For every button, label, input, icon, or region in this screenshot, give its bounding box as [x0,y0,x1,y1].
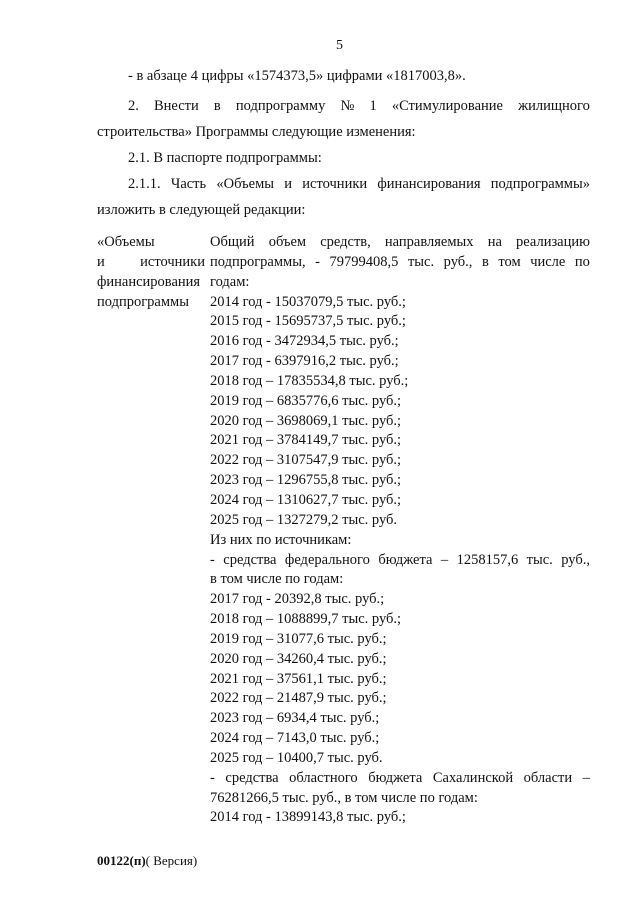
year-total-line: 2019 год – 6835776,6 тыс. руб.; [210,392,402,409]
year-total-line: 2020 год – 3698069,1 тыс. руб.; [210,412,402,429]
word: в [213,98,221,114]
word: жилищного [518,98,590,114]
paragraph-1: - в абзаце 4 цифры «1574373,5» цифрами «1817003,8». [128,68,466,84]
word: бюджета [378,551,433,568]
word: руб., [561,551,590,568]
paragraph-3: 2.1. В паспорте подпрограммы: [128,150,322,166]
year-total-line: 2017 год - 6397916,2 тыс. руб.; [210,353,399,370]
passport-left-column [97,232,205,312]
intro-line-2 [210,252,590,272]
word: реализацию [516,234,590,250]
federal-budget-line-2: в том числе по годам: [210,571,344,588]
word: Внести [154,98,199,114]
left-label-objemy: «Объемы [97,234,155,250]
word: подпрограммы, [210,253,306,270]
year-federal-line: 2019 год – 31077,6 тыс. руб.; [210,630,387,647]
paragraph-2-line-1 [128,96,590,116]
year-total-line: 2016 год - 3472934,5 тыс. руб.; [210,333,399,350]
year-federal-line: 2023 год – 6934,4 тыс. руб.; [210,710,380,727]
year-federal-line: 2017 год - 20392,8 тыс. руб.; [210,591,385,608]
word: областного [289,769,358,786]
document-footer [97,853,197,869]
year-total-line: 2018 год – 17835534,8 тыс. руб.; [210,372,409,389]
year-federal-line: 2021 год – 37561,1 тыс. руб.; [210,670,387,687]
regional-budget-line-2: 76281266,5 тыс. руб., в том числе по годам: [210,789,478,806]
year-total-line: 2024 год – 1310627,7 тыс. руб.; [210,491,402,508]
word: по [574,253,590,270]
word: «Объемы [216,176,274,192]
word: направляемых [384,234,474,250]
year-total-line: 2023 год – 1296755,8 тыс. руб.; [210,472,402,489]
year-federal-line: 2018 год – 1088899,7 тыс. руб.; [210,611,402,628]
word: № [340,98,355,114]
year-regional-line: 2014 год - 13899143,8 тыс. руб.; [210,809,406,826]
word: - [315,253,320,270]
year-total-line: 2014 год - 15037079,5 тыс. руб.; [210,293,406,310]
word: 2. [128,98,139,114]
year-federal-line: 2025 год – 10400,7 тыс. руб. [210,749,383,766]
word: числе [530,253,566,270]
word: тыс. [526,551,553,568]
year-federal-line: 2022 год – 21487,9 тыс. руб.; [210,690,387,707]
year-total-line: 2021 год – 3784149,7 тыс. руб.; [210,432,402,449]
word: - [210,769,215,786]
left-label-istochniki [97,252,205,272]
sources-heading: Из них по источникам: [210,531,352,548]
word: – [582,769,590,786]
word: средства [223,551,277,568]
word: 1 [369,98,377,114]
document-code: 00122(п) [97,853,146,868]
year-total-line: 2015 год - 15695737,5 тыс. руб.; [210,313,406,330]
word: финансирования [377,176,481,192]
word: средств, [320,234,371,250]
word: 2.1.1. [128,176,161,192]
year-total-line: 2025 год – 1327279,2 тыс. руб. [210,511,398,528]
left-label-podprogrammy: подпрограммы [97,294,189,310]
word: - [210,551,215,568]
word: области [523,769,573,786]
word: средства [225,769,279,786]
federal-budget-line-1 [210,550,590,570]
page-number: 5 [336,38,343,53]
year-federal-line: 2020 год – 34260,4 тыс. руб.; [210,650,387,667]
word: – [440,551,449,568]
word: и [284,176,293,192]
paragraph-4-line-2: изложить в следующей редакции: [97,202,306,218]
word: том [498,253,521,270]
word: «Стимулирование [391,98,503,114]
word: объем [268,234,307,250]
word: Общий [210,234,255,250]
word: руб., [443,253,473,270]
paragraph-4-line-1 [128,174,590,194]
word: подпрограммы» [490,176,590,192]
year-total-line: 2022 год – 3107547,9 тыс. руб.; [210,452,402,469]
word: Часть [170,176,207,192]
word: источники [302,176,368,192]
word: 79799408,5 [329,253,399,270]
word: 1258157,6 [456,551,519,568]
regional-budget-line-1 [210,768,590,788]
word: бюджета [368,769,423,786]
word: в [481,253,489,270]
word: подпрограмму [235,98,326,114]
document-version: ( Версия) [145,853,198,868]
word: тыс. [407,253,435,270]
word: источники [140,254,205,270]
word: Сахалинской [432,769,514,786]
left-label-finansirovaniya: финансирования [97,274,201,290]
word: и [97,254,105,270]
intro-line-1 [210,232,590,252]
word: федерального [284,551,370,568]
passport-right-column [210,232,590,827]
year-federal-line: 2024 год – 7143,0 тыс. руб.; [210,730,380,747]
word: на [487,234,502,250]
intro-line-3: годам: [210,273,250,290]
paragraph-2-line-2: строительства» Программы следующие изменения: [97,124,416,140]
